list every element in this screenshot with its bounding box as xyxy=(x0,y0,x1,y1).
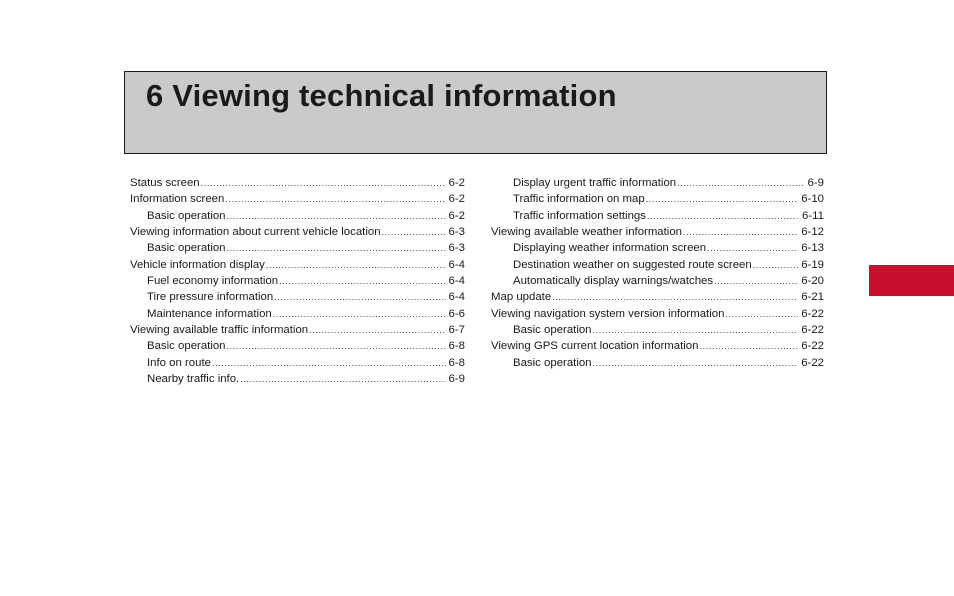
toc-page-number: 6-13 xyxy=(801,242,824,255)
toc-page-number: 6-22 xyxy=(801,307,824,320)
toc-entry-title: Basic operation xyxy=(147,242,226,255)
toc-page-number: 6-8 xyxy=(448,340,465,353)
toc-entry[interactable] xyxy=(130,371,465,387)
toc-dot-leader xyxy=(201,175,446,191)
toc-dot-leader xyxy=(227,338,446,354)
toc-entry-title: Tire pressure information xyxy=(147,291,274,304)
toc-entry[interactable] xyxy=(491,175,824,191)
toc-dot-leader xyxy=(552,289,798,305)
toc-entry-title: Maintenance information xyxy=(147,307,272,320)
toc-dot-leader xyxy=(240,371,445,387)
toc-dot-leader xyxy=(677,175,804,191)
toc-dot-leader xyxy=(227,208,446,224)
toc-entry-title: Viewing information about current vehicle location xyxy=(130,226,381,239)
toc-page-number: 6-4 xyxy=(448,291,465,304)
toc-dot-leader xyxy=(279,273,445,289)
toc-entry-title: Basic operation xyxy=(147,340,226,353)
toc-entry[interactable] xyxy=(491,208,824,224)
toc-dot-leader xyxy=(646,191,799,207)
toc-entry-title: Status screen xyxy=(130,177,200,189)
toc-page-number: 6-2 xyxy=(448,193,465,206)
toc-entry[interactable] xyxy=(130,224,465,240)
toc-dot-leader xyxy=(647,208,799,224)
toc-dot-leader xyxy=(274,289,445,305)
toc-entry-title: Viewing available traffic information xyxy=(130,324,309,337)
toc-entry-title: Displaying weather information screen xyxy=(513,242,707,255)
toc-entry-title: Viewing navigation system version information xyxy=(491,307,725,320)
toc-left-column xyxy=(130,175,465,387)
toc-dot-leader xyxy=(753,257,798,273)
toc-page-number: 6-8 xyxy=(448,356,465,369)
toc-page-number: 6-2 xyxy=(448,209,465,222)
toc-entry-title: Basic operation xyxy=(147,209,226,222)
toc-dot-leader xyxy=(266,257,446,273)
toc-page-number: 6-9 xyxy=(807,177,824,189)
toc-entry-title: Nearby traffic info. xyxy=(147,373,240,386)
toc-entry[interactable] xyxy=(130,322,465,338)
toc-dot-leader xyxy=(227,240,446,256)
toc-entry[interactable] xyxy=(130,338,465,354)
toc-page-number: 6-3 xyxy=(448,226,465,239)
toc-entry[interactable] xyxy=(130,306,465,322)
toc-entry[interactable] xyxy=(491,240,824,256)
toc-dot-leader xyxy=(707,240,798,256)
toc-entry[interactable] xyxy=(130,240,465,256)
toc-dot-leader xyxy=(382,224,446,240)
toc-dot-leader xyxy=(212,355,446,371)
toc-page-number: 6-7 xyxy=(448,324,465,337)
toc-entry[interactable] xyxy=(130,208,465,224)
toc-page-number: 6-3 xyxy=(448,242,465,255)
toc-page-number: 6-6 xyxy=(448,307,465,320)
toc-page-number: 6-22 xyxy=(801,340,824,353)
toc-entry-title: Destination weather on suggested route screen xyxy=(513,258,752,271)
toc-page-number: 6-21 xyxy=(801,291,824,304)
toc-entry[interactable] xyxy=(130,355,465,371)
toc-entry-title: Vehicle information display xyxy=(130,258,265,271)
toc-dot-leader xyxy=(225,191,445,207)
toc-entry-title: Automatically display warnings/watches xyxy=(513,275,714,288)
toc-entry[interactable] xyxy=(491,355,824,371)
toc-entry[interactable] xyxy=(491,322,824,338)
toc-dot-leader xyxy=(699,338,798,354)
toc-entry-title: Info on route xyxy=(147,356,211,369)
toc-entry-title: Map update xyxy=(491,291,552,304)
chapter-title: 6 Viewing technical information xyxy=(146,78,617,113)
toc-dot-leader xyxy=(593,322,799,338)
toc-entry-title: Fuel economy information xyxy=(147,275,279,288)
toc-page-number: 6-22 xyxy=(801,324,824,337)
toc-page-number: 6-11 xyxy=(802,209,824,222)
toc-dot-leader xyxy=(273,306,446,322)
toc-dot-leader xyxy=(683,224,798,240)
toc-entry[interactable] xyxy=(491,224,824,240)
toc-page-number: 6-4 xyxy=(448,258,465,271)
toc-entry-title: Traffic information on map xyxy=(513,193,645,206)
toc-entry-title: Display urgent traffic information xyxy=(513,177,677,189)
toc-entry-title: Traffic information settings xyxy=(513,209,646,222)
toc-entry-title: Viewing GPS current location information xyxy=(491,340,699,353)
toc-dot-leader xyxy=(309,322,445,338)
toc-entry[interactable] xyxy=(130,257,465,273)
toc-entry[interactable] xyxy=(130,289,465,305)
toc-page-number: 6-9 xyxy=(448,373,465,386)
toc-entry-title: Information screen xyxy=(130,193,225,206)
toc-page-number: 6-19 xyxy=(801,258,824,271)
toc-page-number: 6-20 xyxy=(801,275,824,288)
toc-entry[interactable] xyxy=(491,191,824,207)
toc-dot-leader xyxy=(593,355,799,371)
toc-page-number: 6-4 xyxy=(448,275,465,288)
toc-page-number: 6-22 xyxy=(801,356,824,369)
chapter-header xyxy=(124,71,827,154)
toc-entry[interactable] xyxy=(491,338,824,354)
chapter-tab xyxy=(869,265,954,296)
toc-right-column xyxy=(491,175,824,371)
toc-dot-leader xyxy=(725,306,798,322)
toc-entry-title: Basic operation xyxy=(513,356,592,369)
toc-entry[interactable] xyxy=(491,273,824,289)
toc-entry[interactable] xyxy=(130,191,465,207)
toc-entry-title: Viewing available weather information xyxy=(491,226,683,239)
toc-entry[interactable] xyxy=(130,273,465,289)
toc-page-number: 6-2 xyxy=(448,177,465,189)
toc-page-number: 6-10 xyxy=(801,193,824,206)
toc-dot-leader xyxy=(714,273,798,289)
toc-entry-title: Basic operation xyxy=(513,324,592,337)
toc-entry[interactable] xyxy=(491,257,824,273)
toc-entry[interactable] xyxy=(491,289,824,305)
toc-page-number: 6-12 xyxy=(801,226,824,239)
toc-entry[interactable] xyxy=(491,306,824,322)
toc-entry[interactable] xyxy=(130,175,465,191)
